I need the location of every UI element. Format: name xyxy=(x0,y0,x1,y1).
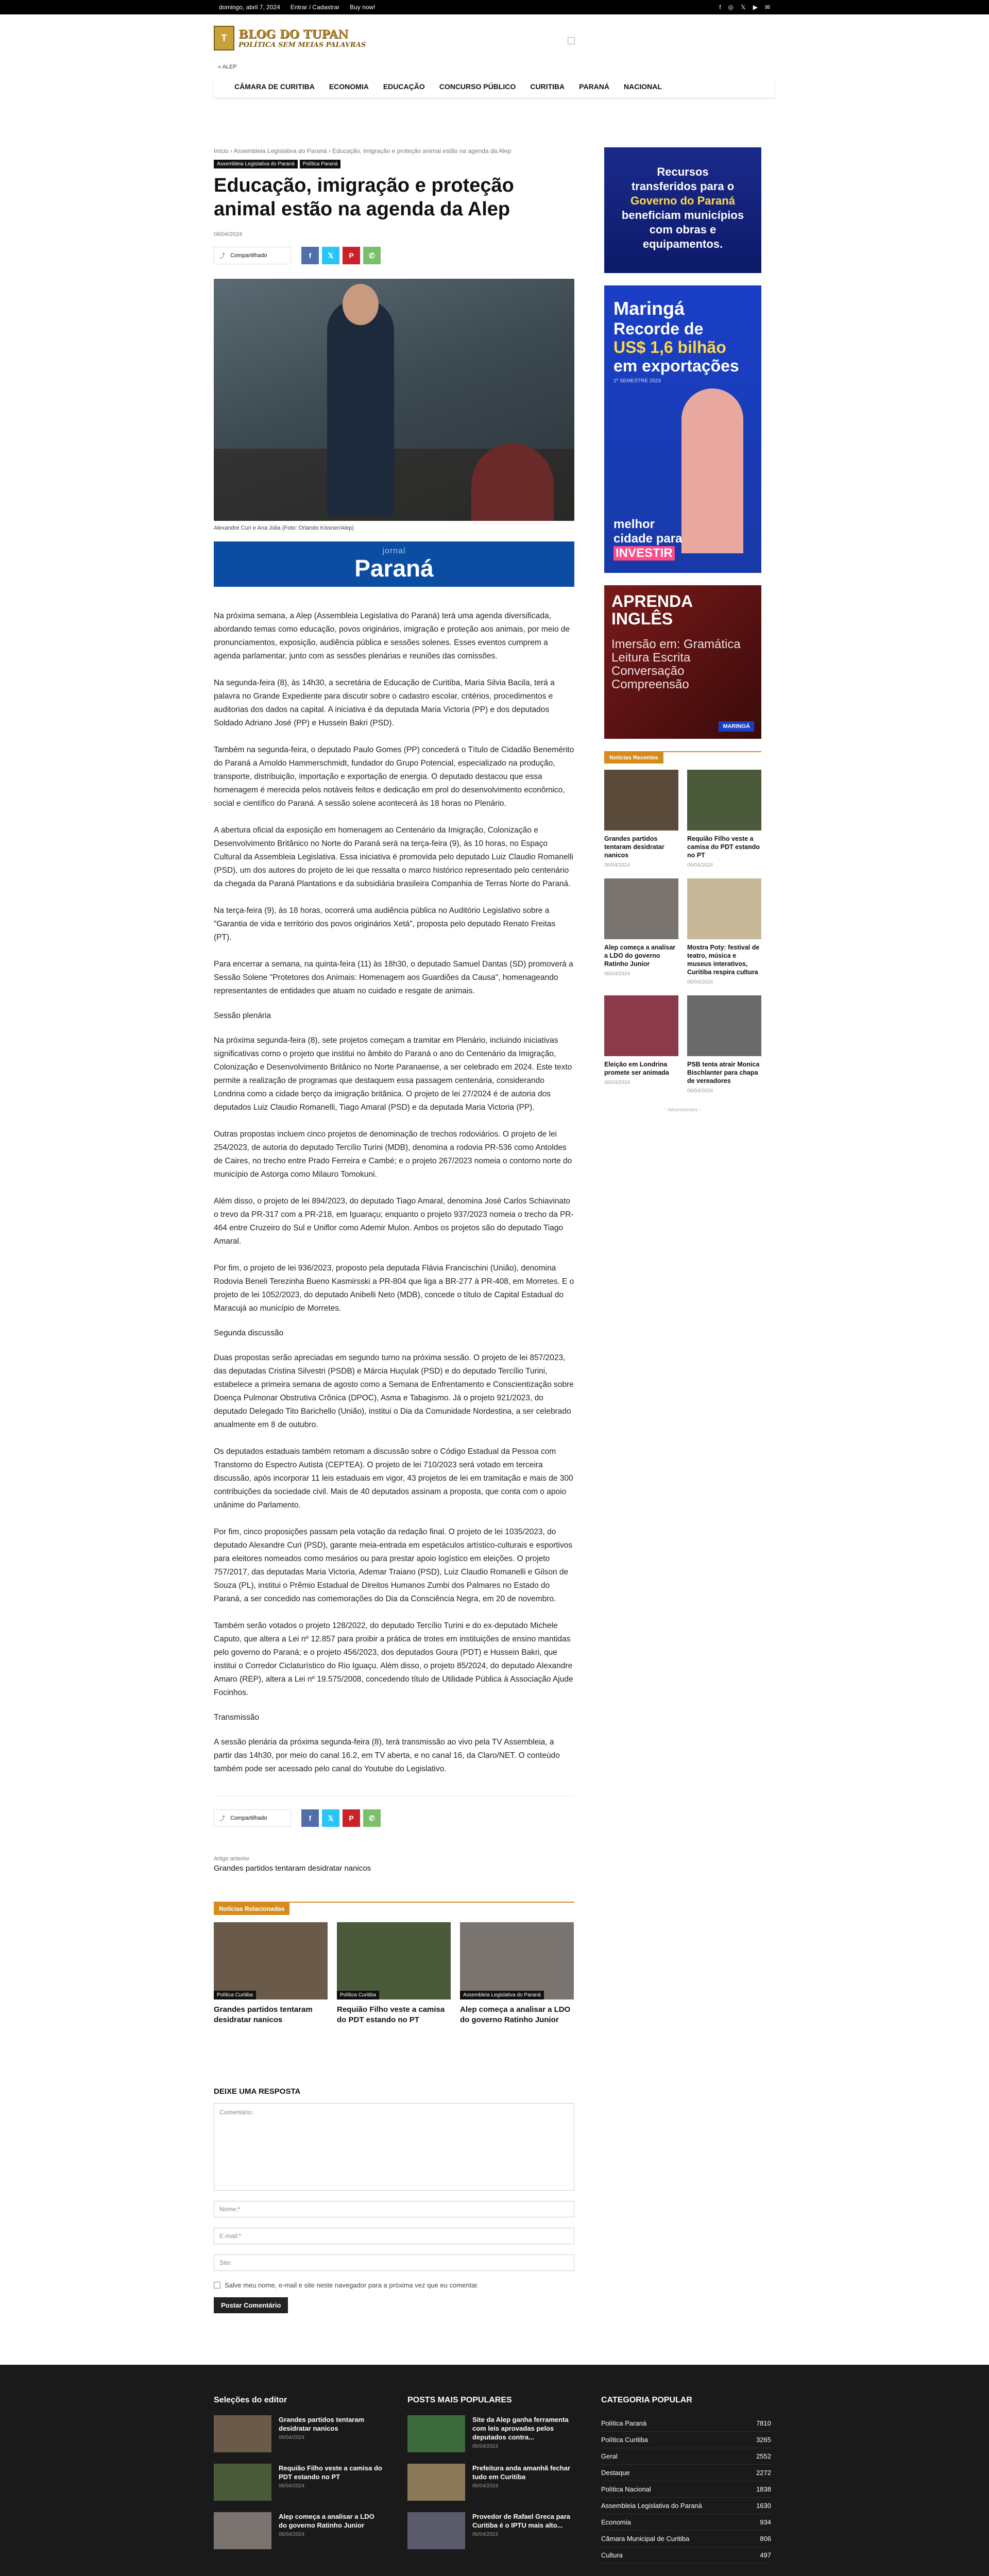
top-breadcrumb[interactable]: » ALEP xyxy=(218,64,237,70)
site-logo[interactable] xyxy=(214,26,366,50)
category-row[interactable]: Câmara Municipal de Curitiba 806 xyxy=(601,2531,771,2547)
buy-now-link[interactable]: Buy now! xyxy=(350,4,376,11)
share-bar xyxy=(214,247,574,264)
paragraph: Na próxima semana, a Alep (Assembleia Legislativa do Paraná) terá uma agenda diversificada, abordando temas como educação, povos originários, imigração e proteção aos animais, por meio de pronunciamentos, exposição, audiência pública e sessões solenes. Esses eventos cumprem a agenda parlamentar, junto com as sessões plenárias e reuniões das comissões. xyxy=(214,612,570,660)
popular-posts: POSTS MAIS POPULARES Site da Alep ganha ferramenta com leis aprovadas pelos deputados contra... 06/04/2024 Prefeitura anda amanhã fechar tudo em Curitiba 06/04/2024 Provedor de Rafael Greca para Curitiba é o IPTU mais alto... 06/04/2024 xyxy=(407,2396,577,2564)
paragraph: A abertura oficial da exposição em homenagem ao Centenário da Imigração, Colonização e Desenvolvimento Britânico no Norte do Paraná será na terça-feira (9), às 10 horas, no Espaço Cultural da Assembleia Legislativa. Essa iniciativa é promovida pelo deputado Luiz Claudio Romanelli (PSD), um dos autores do projeto de lei que ressalta o marco histórico representado pelo centenário da chegada da Paraná Plantations e da subsidiária brasileira Companhia de Terras Norte do Paraná. xyxy=(214,826,573,888)
login-link[interactable]: Entrar / Cadastrar xyxy=(290,4,340,11)
jornal-parana-banner[interactable]: jornal Paraná xyxy=(214,541,574,587)
nav-educacao[interactable]: EDUCAÇÃO xyxy=(383,82,425,91)
current-date: domingo, abril 7, 2024 xyxy=(219,4,280,11)
youtube-icon[interactable]: ▶ xyxy=(753,4,758,11)
ingles-ad[interactable]: APRENDA INGLÊS Imersão em: Gramática Leitura Escrita Conversação Compreensão MARINGÁ xyxy=(604,585,761,739)
share-icon: ⤴ xyxy=(219,253,225,259)
footer-post[interactable]: Grandes partidos tentaram desidratar nanicos 06/04/2024 xyxy=(214,2415,384,2452)
advertisement-label: - Advertisement - xyxy=(665,1107,701,1112)
article-main xyxy=(214,147,574,2313)
article-date: 06/04/2024 xyxy=(214,231,243,238)
previous-article-title[interactable]: Grandes partidos tentaram desidratar nanicos xyxy=(214,1864,371,1873)
paragraph: A sessão plenária da próxima segunda-feira (8), terá transmissão ao vivo pela TV Assembleia, a partir das 14h30, por meio do canal 16.2, em TV aberta, e no canal 16, da Claro/NET. O conteúdo também pode ser acessado pelo canal do Youtube do Legislativo. xyxy=(214,1738,560,1773)
previous-article[interactable]: Artigo anterior Grandes partidos tentaram desidratar nanicos xyxy=(214,1856,574,1873)
related-image[interactable]: Assembleia Legislativa do Paraná xyxy=(460,1922,574,1999)
paragraph: Outras propostas incluem cinco projetos de denominação de trechos rodoviários. O projeto de lei 254/2023, de autoria do deputado Tercílio Turini (MDB), denomina a rodovia PR-536 como Antoldes de Caires, no trecho entre Prado Ferreira e Cambé; e o projeto 267/2023 nomeia o contorno norte do município de Astorga como Milauro Tomokuni. xyxy=(214,1130,572,1179)
related-image[interactable]: Política Curitiba xyxy=(214,1922,328,1999)
site-footer xyxy=(0,2365,989,2576)
category-row[interactable]: Geral 2552 xyxy=(601,2448,771,2465)
subheading: Sessão plenária xyxy=(214,1011,271,1020)
photo-caption: Alexandre Curi e Ana Júlia (Foto: Orlando Kissner/Alep) xyxy=(214,525,354,531)
related-card[interactable]: Assembleia Legislativa do Paraná Alep começa a analisar a LDO do governo Ratinho Junior xyxy=(460,1922,574,2025)
social-links xyxy=(719,4,770,11)
save-info-checkbox[interactable] xyxy=(214,2282,220,2289)
footer-post[interactable]: Provedor de Rafael Greca para Curitiba é o IPTU mais alto... 06/04/2024 xyxy=(407,2512,577,2549)
related-card[interactable]: Política Curitiba Requião Filho veste a camisa do PDT estando no PT xyxy=(337,1922,451,2025)
share-icon: ⤴ xyxy=(219,1816,225,1822)
category-row[interactable]: Cultura 497 xyxy=(601,2547,771,2564)
nav-nacional[interactable]: NACIONAL xyxy=(624,82,662,91)
facebook-share-icon[interactable]: f xyxy=(301,1809,319,1827)
paragraph: Os deputados estaduais também retomam a discussão sobre o Código Estadual da Pessoa com Transtorno do Espectro Autista (CEPTEA). O projeto de lei 710/2023 será votado em terceira discussão, após incorporar 11 leis estaduais em vigor, 43 projetos de lei em tramitação e mais de 300 contribuições da sociedade civil. Mais de 40 deputados assinam a proposta, que conta com o apoio unânime do Parlamento. xyxy=(214,1447,573,1510)
pinterest-share-icon[interactable]: P xyxy=(343,247,360,264)
twitter-share-icon[interactable]: 𝕏 xyxy=(322,1809,339,1827)
category-row[interactable]: Política Curitiba 3265 xyxy=(601,2432,771,2448)
paragraph: Duas propostas serão apreciadas em segundo turno na próxima sessão. O projeto de lei 857/2023, das deputadas Cristina Silvestri (PSDB) e Márcia Huçulak (PSD) e do deputado Tercílio Turini, estabelece a primeira semana de agosto como a Semana de Enfrentamento e Conscientização sobre Doença Pulmonar Obstrutiva Crônica (DPOC), Asma e Tabagismo. Já o projeto 921/2023, do deputado Delegado Tito Barichello (União), institui o Dia da Comunidade Nordestina, a ser celebrado anualmente em 8 de outubro. xyxy=(214,1353,574,1429)
footer-post[interactable]: Alep começa a analisar a LDO do governo Ratinho Junior 06/04/2024 xyxy=(214,2512,384,2549)
share-count: ⤴ Compartilhado xyxy=(214,247,291,264)
breadcrumb[interactable]: Início › Assembleia Legislativa do Paraná › Educação, imigração e proteção animal estão na agenda da Alep xyxy=(214,147,511,155)
instagram-icon[interactable]: ◎ xyxy=(728,4,734,11)
paragraph: Por fim, o projeto de lei 936/2023, proposto pela deputada Flávia Francischini (União), denomina Rodovia Beneli Terezinha Bueno Kasmirsski a PR-804 que liga a BR-277 à PR-408, em Morretes. E o projeto de lei 1052/2023, do deputado Anibelli Neto (MDB), concede o título de Capital Estadual do Maracujá ao município de Morretes. xyxy=(214,1264,574,1313)
article-title: Educação, imigração e proteção animal estão na agenda da Alep xyxy=(214,175,514,220)
logo-mark: T xyxy=(214,26,234,50)
share-bar-bottom xyxy=(214,1795,574,1827)
footer-post[interactable]: Requião Filho veste a camisa do PDT estando no PT 06/04/2024 xyxy=(214,2464,384,2501)
popular-categories: CATEGORIA POPULAR Política Paraná 7810 Política Curitiba 3265 Geral 2552 Destaque 2272 Política Nacional 1838 Assembleia Legislativa do Paraná 1630 Economia 934 Câmara Municipal de Curitiba 806 Cultura 497 xyxy=(601,2396,771,2564)
logo-title: BLOG DO TUPAN xyxy=(238,27,349,41)
paragraph: Na terça-feira (9), às 18 horas, ocorrerá uma audiência pública no Auditório Legislativo sobre a "Garantia de vida e território dos povos originários Xetá", proposta pelo deputado Renato Freitas (PT). xyxy=(214,906,556,942)
post-comment-button[interactable]: Postar Comentário xyxy=(214,2297,288,2313)
paragraph: Para encerrar a semana, na quinta-feira (11) às 18h30, o deputado Samuel Dantas (SD) promoverá a Sessão Solene "Protetores dos Animais: Homenagem aos Guardiões da Causa", homenageando representantes de entidades que atuam no cuidado e resgate de animais. xyxy=(214,960,573,995)
comment-textarea[interactable]: Comentário: xyxy=(214,2103,574,2191)
paragraph: Além disso, o projeto de lei 894/2023, do deputado Tiago Amaral, denomina José Carlos Schiavinato o trevo da PR-317 com a PR-218, em Iguaraçu; enquanto o projeto 937/2023 nomeia o trecho da PR-464 entre Cruzeiro do Sul e Uniflor como Ademir Mulon. Ambos os projetos são do deputado Tiago Amaral. xyxy=(214,1197,574,1246)
subheading: Segunda discussão xyxy=(214,1329,284,1337)
share-count: ⤴ Compartilhado xyxy=(214,1809,291,1827)
category-row[interactable]: Política Paraná 7810 xyxy=(601,2415,771,2432)
category-tag[interactable]: Política Paraná xyxy=(300,160,341,168)
site-header xyxy=(214,14,775,75)
related-image[interactable]: Política Curitiba xyxy=(337,1922,451,1999)
paragraph: Na segunda-feira (8), às 14h30, a secretária de Educação de Curitiba, Maria Silvia Bacila, terá a palavra no Grande Expediente para discutir sobre o cadastro escolar, critérios, procedimentos e auditorias dos dados na capital. A iniciativa é da deputada Maria Victoria (PP) e dos deputados Soldado Adriano José (PP) e Hussein Bakri (PSD). xyxy=(214,679,555,727)
recent-news-card[interactable]: Requião Filho veste a camisa do PDT estando no PT 06/04/2024 xyxy=(687,770,761,868)
sidebar xyxy=(604,147,761,2313)
category-row[interactable]: Destaque 2272 xyxy=(601,2465,771,2481)
article-photo xyxy=(214,279,574,521)
twitter-icon[interactable]: 𝕏 xyxy=(741,4,746,11)
main-nav xyxy=(214,75,775,98)
nav-economia[interactable]: ECONOMIA xyxy=(329,82,369,91)
twitter-share-icon[interactable]: 𝕏 xyxy=(322,247,339,264)
subheading: Transmissão xyxy=(214,1713,260,1722)
paragraph: Também serão votados o projeto 128/2022, do deputado Tercílio Turini e do ex-deputado Michele Caputo, que altera a Lei nº 12.857 para proibir a prática de trotes em instituições de ensino mantidas pelo governo do Paraná; e o projeto 456/2023, dos deputados Goura (PDT) e Hussein Bakri, que institui o Corredor Ciclaturístico do Rio Iguaçu. Além disso, o projeto 85/2024, do deputado Alexandre Amaro (REP), altera a Lei nº 19.575/2008, concedendo título de Utilidade Pública à Associação Ajude Focinhos. xyxy=(214,1621,573,1697)
footer-post[interactable]: Prefeitura anda amanhã fechar tudo em Curitiba 06/04/2024 xyxy=(407,2464,577,2501)
mail-icon[interactable]: ✉ xyxy=(764,4,770,11)
related-header: Notícias Relacionadas xyxy=(214,1903,289,1915)
header-ad-placeholder[interactable] xyxy=(568,37,575,44)
governo-parana-ad[interactable]: Recursos transferidos para o Governo do Paraná beneficiam municípios com obras e equipamentos. xyxy=(604,147,761,273)
top-bar xyxy=(0,0,989,14)
facebook-icon[interactable]: f xyxy=(719,4,721,11)
reply-header: DEIXE UMA RESPOSTA xyxy=(214,2087,301,2096)
whatsapp-share-icon[interactable]: ✆ xyxy=(363,1809,381,1827)
nav-concurso[interactable]: CONCURSO PÚBLICO xyxy=(439,82,516,91)
recent-news-card[interactable]: PSB tenta atrair Monica Bischlanter para chapa de vereadores 06/04/2024 xyxy=(687,995,761,1094)
recent-news-card[interactable]: Mostra Poty: festival de teatro, música e museus interativos, Curitiba respira cultura 06/04/2024 xyxy=(687,878,761,985)
category-row[interactable]: Economia 934 xyxy=(601,2514,771,2531)
name-field[interactable]: Nome:* xyxy=(214,2201,574,2217)
editor-picks: Seleções do editor Grandes partidos tentaram desidratar nanicos 06/04/2024 Requião Filho veste a camisa do PDT estando no PT 06/04/2024 Alep começa a analisar a LDO do governo Ratinho Junior 06/04/2024 xyxy=(214,2396,384,2564)
recent-news-card[interactable]: Eleição em Londrina promete ser animada 06/04/2024 xyxy=(604,995,678,1094)
whatsapp-share-icon[interactable]: ✆ xyxy=(363,247,381,264)
recent-news-card[interactable]: Alep começa a analisar a LDO do governo Ratinho Junior 06/04/2024 xyxy=(604,878,678,985)
category-row[interactable]: Política Nacional 1838 xyxy=(601,2481,771,2498)
category-tag[interactable]: Assembleia Legislativa do Paraná xyxy=(214,160,298,168)
facebook-share-icon[interactable]: f xyxy=(301,247,319,264)
footer-post[interactable]: Site da Alep ganha ferramenta com leis aprovadas pelos deputados contra... 06/04/2024 xyxy=(407,2415,577,2452)
paragraph: Também na segunda-feira, o deputado Paulo Gomes (PP) concederá o Título de Cidadão Benemérito do Paraná a Arnoldo Hammerschmidt, fundador do Grupo Potencial, especializado na produção, transporte, distribuição, importação e exportação de energia. O deputado destacou que essa homenagem é merecida pelos notáveis feitos e dedicação em prol do desenvolvimento econômico, social e científico do Paraná. A sessão solene acontecerá às 18 horas no Plenário. xyxy=(214,745,574,808)
recent-news: Notícias Recentes Grandes partidos tentaram desidratar nanicos 06/04/2024 Requião Filho veste a camisa do PDT estando no PT 06/04/2024 Alep começa a analisar a LDO do governo Ratinho Junior 06/04/2024 Mostra Poty: festival de teatro, música e museus interativos, Curitiba respira cultura 06/04/2024 Eleição em Londrina promete ser animada 06/04/2024 PSB tenta atrair Monica Bischlanter para chapa de vereadores 06/04/2024 - Advertisement - xyxy=(604,751,761,1112)
website-field[interactable]: Site: xyxy=(214,2255,574,2271)
category-row[interactable]: Assembleia Legislativa do Paraná 1630 xyxy=(601,2498,771,2514)
related-card[interactable]: Política Curitiba Grandes partidos tentaram desidratar nanicos xyxy=(214,1922,328,2025)
recent-news-card[interactable]: Grandes partidos tentaram desidratar nanicos 06/04/2024 xyxy=(604,770,678,868)
article-body xyxy=(214,609,574,1776)
comment-form: DEIXE UMA RESPOSTA Comentário: Nome:* E-mail:* Site: Salve meu nome, e-mail e site neste navegador para a próxima vez que eu comentar. Postar Comentário xyxy=(214,2087,574,2313)
nav-camara[interactable]: CÂMARA DE CURITIBA xyxy=(234,82,315,91)
email-field[interactable]: E-mail:* xyxy=(214,2228,574,2244)
nav-curitiba[interactable]: CURITIBA xyxy=(530,82,565,91)
logo-tagline: POLÍTICA SEM MEIAS PALAVRAS xyxy=(238,41,366,49)
paragraph: Por fim, cinco proposições passam pela votação da redação final. O projeto de lei 1035/2023, do deputado Alexandre Curi (PSD), garante meia-entrada em espetáculos artístico-culturais e esportivos para eleitores nomeados como mesários ou para prestar apoio logístico em eleições. O projeto 757/2017, das deputadas Maria Victoria, Ademar Traiano (PSD), Luiz Claudio Romanelli e Gilson de Souza (PL), institui o Prêmio Estadual de Direitos Humanos Zumbi dos Palmares no Estado do Paraná, a ser concedido nas comemorações do Dia da Consciência Negra, em 20 de novembro. xyxy=(214,1528,573,1603)
maringa-ad[interactable]: Maringá Recorde de US$ 1,6 bilhão em exportações 1º SEMESTRE 2023 melhor cidade para INVESTIR xyxy=(604,285,761,573)
pinterest-share-icon[interactable]: P xyxy=(343,1809,360,1827)
nav-parana[interactable]: PARANÁ xyxy=(579,82,610,91)
related-news xyxy=(214,1902,574,2025)
paragraph: Na próxima segunda-feira (8), sete projetos começam a tramitar em Plenário, incluindo iniciativas significativas como o projeto que institui no âmbito do Paraná o ano do Centenário da Imigração, Colonização e Desenvolvimento Britânico no Norte Paranaense, a ser celebrado em 2024. Este texto permite a realização de programas que destaquem essa passagem centenária, considerando Londrina como a cidade berço da imigração britânica. O projeto de lei 27/2024 é de autoria dos deputados Luiz Claudio Romanelli, Tiago Amaral (PSD) e da deputada Maria Victoria (PP). xyxy=(214,1036,572,1112)
